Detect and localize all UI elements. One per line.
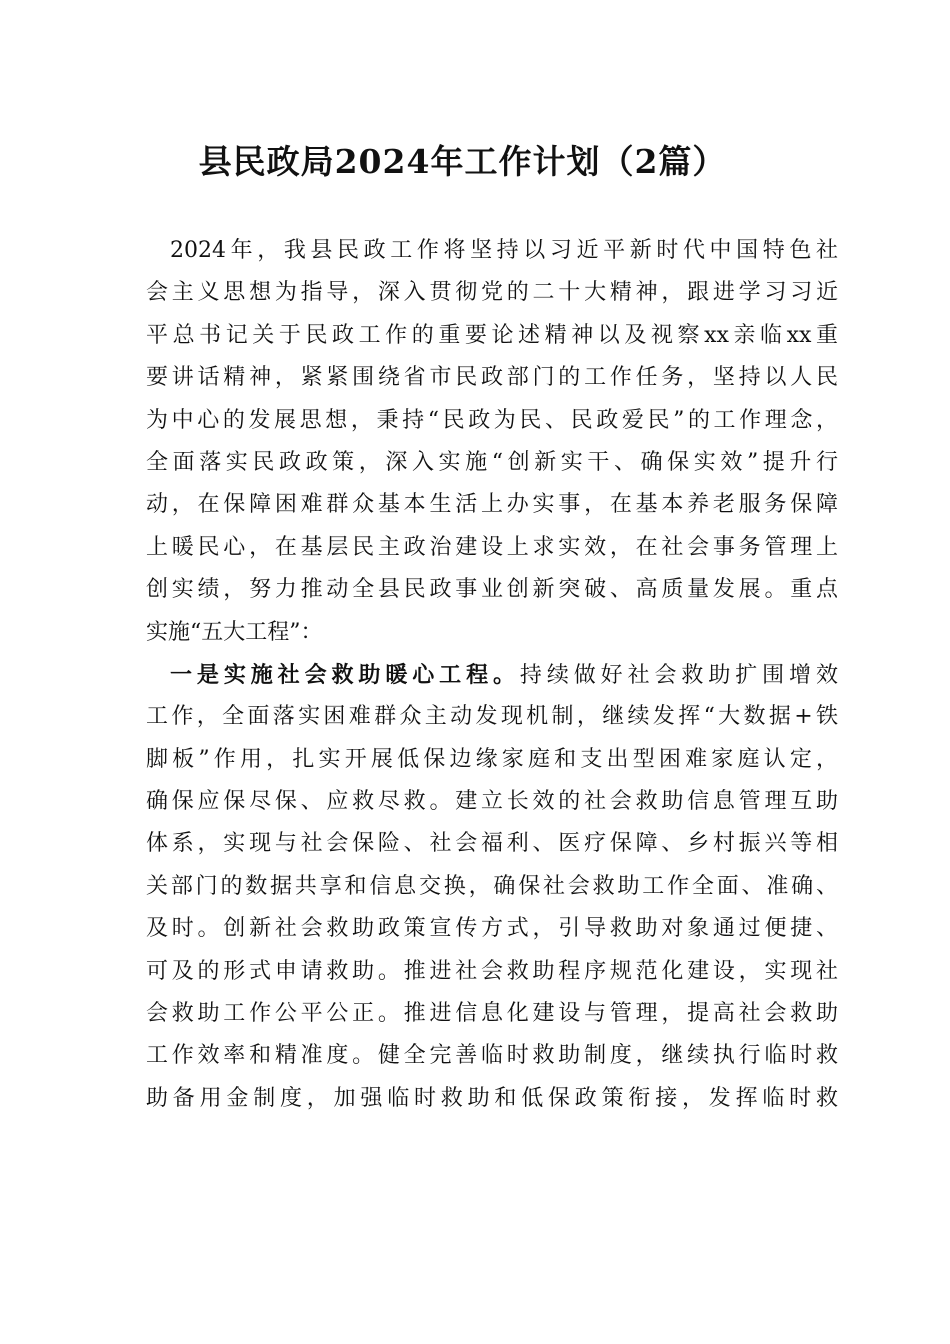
text-segment: 持续做好社会救助扩围增效: [519, 662, 838, 688]
text-line: [146, 654, 838, 696]
text-line: 上暖民心，在基层民主政治建设上求实效，在社会事务管理上: [146, 534, 838, 560]
text-line: 2024年，我县民政工作将坚持以习近平新时代中国特色社: [170, 238, 838, 263]
text-line: 确保应保尽保、应救尽救。建立长效的社会救助信息管理互助: [146, 789, 838, 815]
paragraph-social-assistance: [146, 654, 838, 1120]
text-line: 及时。创新社会救助政策宣传方式，引导救助对象通过便捷、: [146, 916, 838, 942]
text-line: 会救助工作公平公正。推进信息化建设与管理，提高社会救助: [146, 1001, 838, 1027]
text-line: 会主义思想为指导，深入贯彻党的二十大精神，跟进学习习近: [146, 280, 838, 306]
text-line: 创实绩，努力推动全县民政事业创新突破、高质量发展。重点: [146, 577, 838, 603]
text-line: 为中心的发展思想，秉持“民政为民、民政爱民”的工作理念，: [146, 407, 838, 433]
text-line: 平总书记关于民政工作的重要论述精神以及视察xx亲临xx重: [146, 322, 838, 348]
text-line: 工作效率和精准度。健全完善临时救助制度，继续执行临时救: [146, 1043, 838, 1069]
paragraph-intro: [146, 230, 838, 654]
text-line: 全面落实民政政策，深入实施“创新实干、确保实效”提升行: [146, 449, 838, 475]
text-line: 脚板”作用，扎实开展低保边缘家庭和支出型困难家庭认定，: [146, 746, 838, 772]
document-title: 县民政局2024年工作计划（2篇）: [198, 142, 727, 181]
section-lead: 一是实施社会救助暖心工程。: [170, 661, 520, 688]
text-line: 要讲话精神，紧紧围绕省市民政部门的工作任务，坚持以人民: [146, 365, 838, 391]
text-line: 工作，全面落实困难群众主动发现机制，继续发挥“大数据+铁: [146, 704, 838, 730]
text-line: 可及的形式申请救助。推进社会救助程序规范化建设，实现社: [146, 958, 838, 984]
text-line: 实施“五大工程”：: [146, 619, 323, 645]
document-body: [146, 230, 838, 1120]
text-line: 体系，实现与社会保险、社会福利、医疗保障、乡村振兴等相: [146, 831, 838, 857]
text-line: 关部门的数据共享和信息交换，确保社会救助工作全面、准确、: [146, 873, 838, 899]
text-line: 助备用金制度，加强临时救助和低保政策衔接，发挥临时救: [146, 1085, 838, 1111]
text-line: 动，在保障困难群众基本生活上办实事，在基本养老服务保障: [146, 492, 838, 518]
